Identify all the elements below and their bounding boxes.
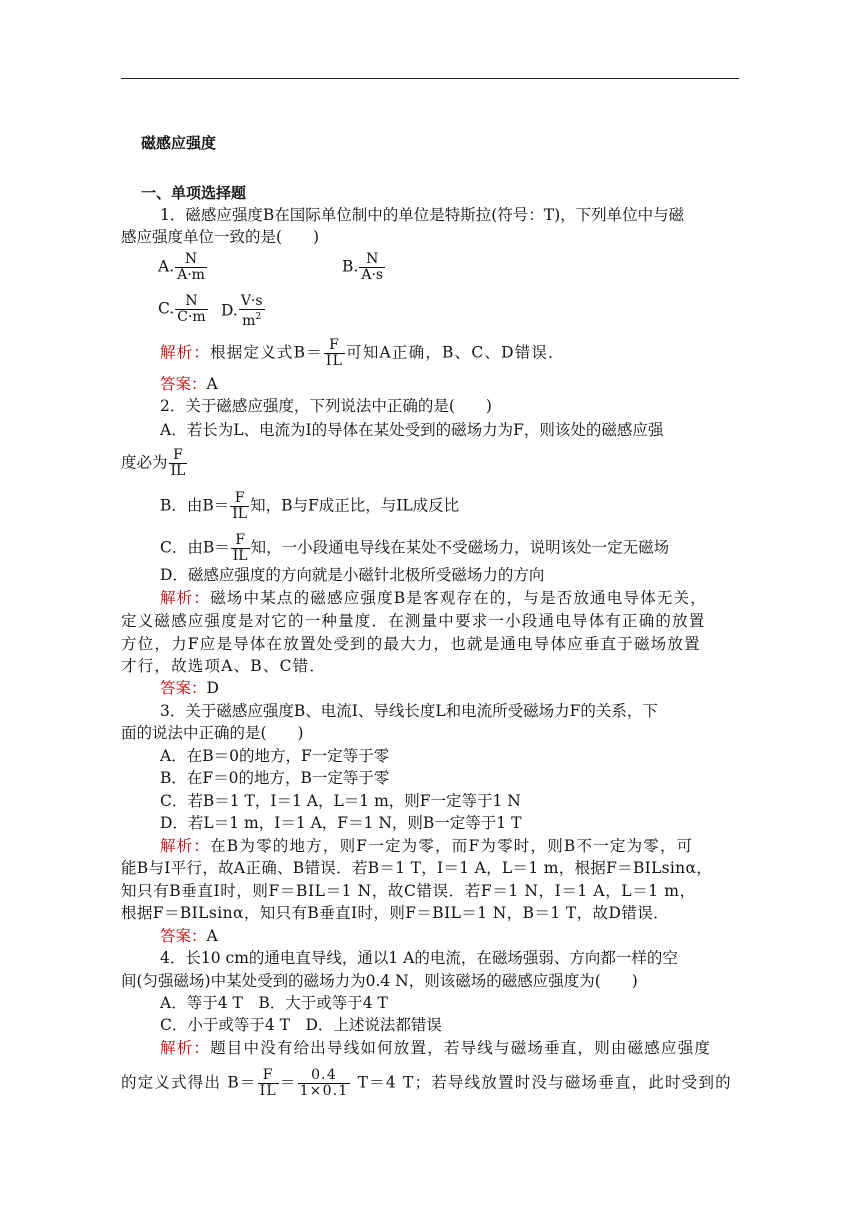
q2-option-d: D．磁感应强度的方向就是小磁针北极所受磁场力的方向: [160, 566, 545, 584]
q3-option-b: B．在F＝0的地方，B一定等于零: [160, 769, 390, 787]
q4-stem-line1: 4．长10 cm的通电直导线，通以1 A的电流，在磁场强弱、方向都一样的空: [160, 949, 678, 967]
q2-analysis-line4: 才行，故选项A、B、C错．: [121, 657, 327, 675]
q3-stem-line2: 面的说法中正确的是( ): [121, 724, 304, 742]
q2-option-c: C．由B＝ $\frac{F}{IL}$ 知，一小段通电导线在某处不受磁场力，说明该处一定无磁场: [160, 532, 670, 564]
q2-analysis-line3: 方位，力F应是导体在放置处受到的最大力，也就是通电导体应垂直于磁场放置: [121, 635, 701, 653]
q2-answer: 答案：D: [160, 679, 219, 697]
q1-option-c: C. $\frac{N}{C\cdot m}$: [158, 293, 206, 325]
q3-option-c: C．若B＝1 T，I＝1 A，L＝1 m，则F一定等于1 N: [160, 792, 521, 810]
q4-stem-line2: 间(匀强磁场)中某处受到的磁场力为0.4 N，则该磁场的磁感应强度为( ): [121, 972, 638, 990]
section-heading: 一、单项选择题: [141, 184, 247, 202]
q3-stem-line1: 3．关于磁感应强度B、电流I、导线长度L和电流所受磁场力F的关系，下: [160, 702, 658, 720]
q4-analysis-line1: 解析：题目中没有给出导线如何放置，若导线与磁场垂直，则由磁感应强度: [160, 1039, 712, 1057]
q3-answer: 答案：A: [160, 927, 218, 945]
q2-option-a-line2: 度必为 $\frac{F}{IL}$: [121, 447, 186, 479]
q3-option-a: A．在B＝0的地方，F一定等于零: [160, 747, 390, 765]
q2-option-a-line1: A．若长为L、电流为I的导体在某处受到的磁场力为F，则该处的磁感应强: [160, 421, 664, 439]
q2-analysis-line2: 定义磁感应强度是对它的一种量度．在测量中要求一小段通电导体有正确的放置: [121, 612, 706, 630]
q3-analysis-line2: 能B与I平行，故A正确、B错误．若B＝1 T，I＝1 A，L＝1 m，根据F＝BILsinα，: [121, 859, 713, 877]
q2-analysis-line1: 解析：磁场中某点的磁感应强度B是客观存在的，与是否放通电导体无关，: [160, 589, 708, 607]
q3-analysis-line4: 根据F＝BILsinα，知只有B垂直I时，则F＝BIL＝1 N，B＝1 T，故D错误．: [121, 904, 669, 922]
q1-answer: 答案：A: [160, 375, 218, 393]
header-rule: [121, 78, 739, 79]
q2-option-b: B．由B＝ $\frac{F}{IL}$ 知，B与F成正比，与IL成反比: [160, 490, 460, 522]
q4-analysis-line2: 的定义式得出 B＝ $\frac{F}{IL}$ ＝ $\frac{0.4}{1\times 0.1}$ T＝4 T；若导线放置时没与磁场垂直，此时受到的: [121, 1067, 732, 1099]
q1-stem-line1: 1．磁感应强度B在国际单位制中的单位是特斯拉(符号：T)，下列单位中与磁: [160, 206, 685, 224]
q1-analysis: 解析：根据定义式B＝ $\frac{F}{IL}$ 可知A正确，B、C、D错误．: [160, 337, 565, 369]
doc-title: 磁感应强度: [141, 134, 217, 152]
q1-stem-line2: 感应强度单位一致的是( ): [121, 228, 320, 246]
q3-analysis-line3: 知只有B垂直I时，则F＝BIL＝1 N，故C错误．若F＝1 N，I＝1 A，L＝1 m，: [121, 882, 696, 900]
q3-option-d: D．若L＝1 m，I＝1 A，F＝1 N，则B一定等于1 T: [160, 814, 522, 832]
q2-stem: 2．关于磁感应强度，下列说法中正确的是( ): [160, 397, 492, 415]
q1-option-b: B. $\frac{N}{A\cdot s}$: [342, 251, 384, 283]
q1-option-a: A. $\frac{N}{A\cdot m}$: [158, 251, 205, 283]
q4-options-cd: C．小于或等于4 T D．上述说法都错误: [160, 1016, 442, 1034]
q3-analysis-line1: 解析：在B为零的地方，则F一定为零，而F为零时，则B不一定为零，可: [160, 837, 694, 855]
q4-options-ab: A．等于4 T B．大于或等于4 T: [160, 994, 388, 1012]
q1-option-d: D. $\frac{V\cdot s}{m^2}$: [221, 293, 263, 329]
